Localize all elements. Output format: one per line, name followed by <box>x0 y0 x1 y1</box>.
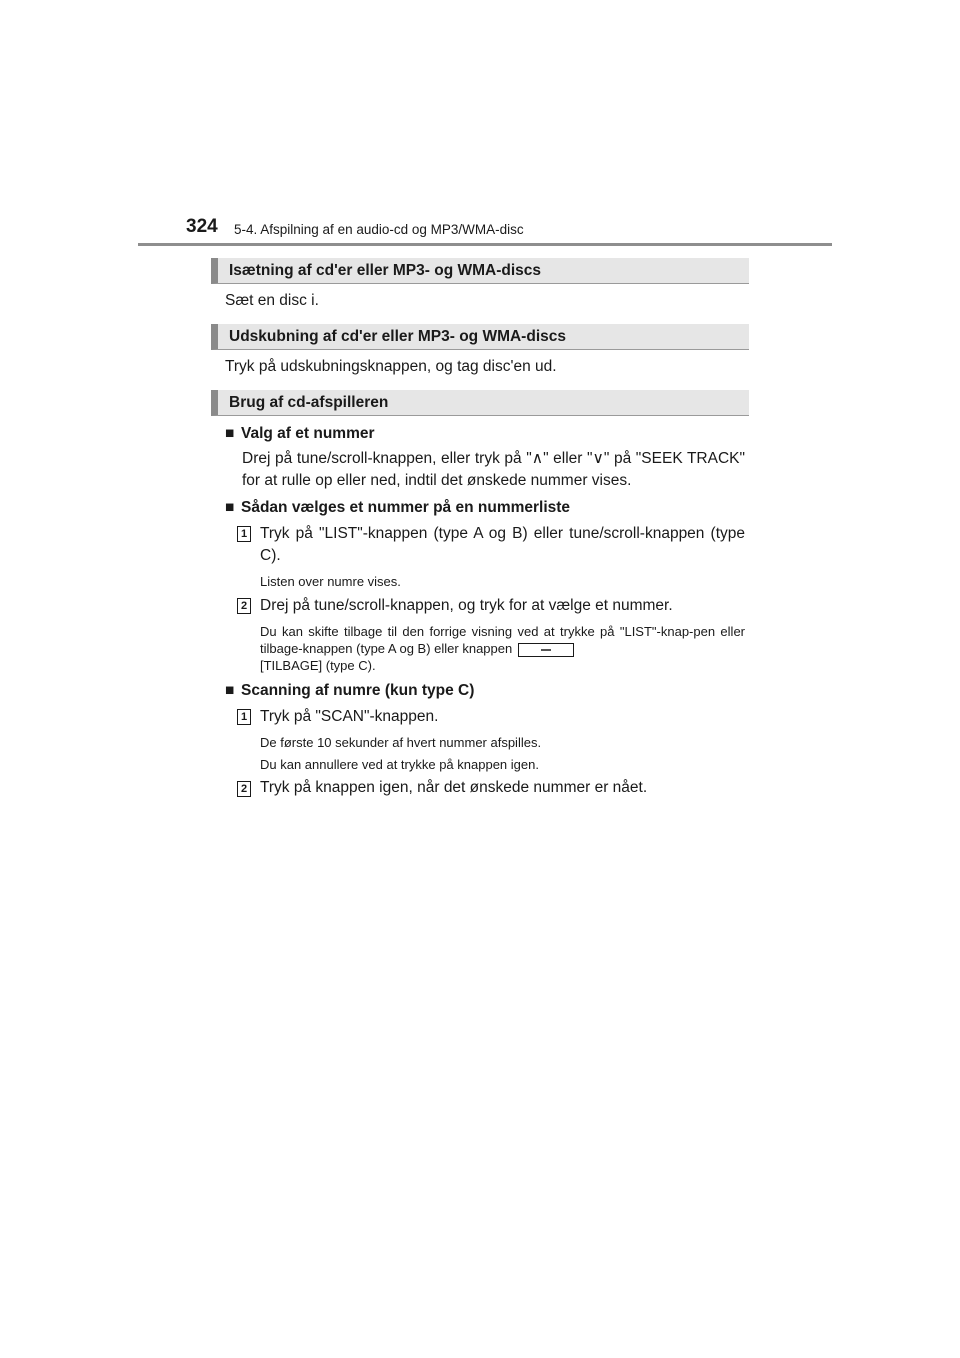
track-list-step1-text: Tryk på "LIST"-knappen (type A og B) eller tune/scroll-knappen (type C). <box>260 525 745 564</box>
track-list-step2-note <box>260 623 745 657</box>
track-list-step1-note: Listen over numre vises. <box>260 574 401 589</box>
track-list-step2-text: Drej på tune/scroll-knappen, og tryk for at vælge et nummer. <box>260 597 673 614</box>
page-number: 324 <box>186 216 218 237</box>
scan-step1-note1: De første 10 sekunder af hvert nummer afspilles. <box>260 735 542 750</box>
select-track-text: Drej på tune/scroll-knappen, eller tryk på "∧" eller "∨" på "SEEK TRACK" for at rulle op eller ned, indtil det ønskede nummer vises. <box>242 450 745 489</box>
scan-step2-text: Tryk på knappen igen, når det ønskede nummer er nået. <box>260 779 648 796</box>
subheading-select-track <box>225 423 375 445</box>
step-number-1: 1 <box>237 526 251 542</box>
section-title: Udskubning af cd'er eller MP3- og WMA-discs <box>229 328 566 345</box>
step-number-2: 2 <box>237 781 251 797</box>
square-bullet-icon: ■ <box>225 425 235 442</box>
section-title: Isætning af cd'er eller MP3- og WMA-discs <box>229 262 542 279</box>
square-bullet-icon: ■ <box>225 499 235 516</box>
section-title: Brug af cd-afspilleren <box>229 394 389 411</box>
chapter-title: 5-4. Afspilning af en audio-cd og MP3/WMA-disc <box>234 222 524 237</box>
header-rule <box>138 243 832 246</box>
section-header-insert <box>211 258 749 284</box>
subheading-track-list <box>225 497 570 519</box>
note-text: Du kan skifte tilbage til den forrige visning ved at trykke på "LIST"-knap-pen eller tilbage-knappen (type A og B) eller knappen <box>260 624 745 656</box>
square-bullet-icon: ■ <box>225 682 235 699</box>
eject-instruction: Tryk på udskubningsknappen, og tag disc'en ud. <box>225 358 557 375</box>
insert-instruction: Sæt en disc i. <box>225 292 319 309</box>
subheading-text: Scanning af numre (kun type C) <box>241 682 475 699</box>
step-number-1: 1 <box>237 709 251 725</box>
subheading-scan <box>225 680 474 702</box>
track-list-step2-note-end: [TILBAGE] (type C). <box>260 658 376 673</box>
back-button-graphic <box>518 643 574 657</box>
back-arrow-icon <box>541 649 551 651</box>
section-header-eject <box>211 324 749 350</box>
subheading-text: Valg af et nummer <box>241 425 375 442</box>
subheading-text: Sådan vælges et nummer på en nummerliste <box>241 499 571 516</box>
step-number-2: 2 <box>237 598 251 614</box>
section-header-player <box>211 390 749 416</box>
scan-step1-text: Tryk på "SCAN"-knappen. <box>260 708 439 725</box>
scan-step1-note2: Du kan annullere ved at trykke på knappen igen. <box>260 757 539 772</box>
